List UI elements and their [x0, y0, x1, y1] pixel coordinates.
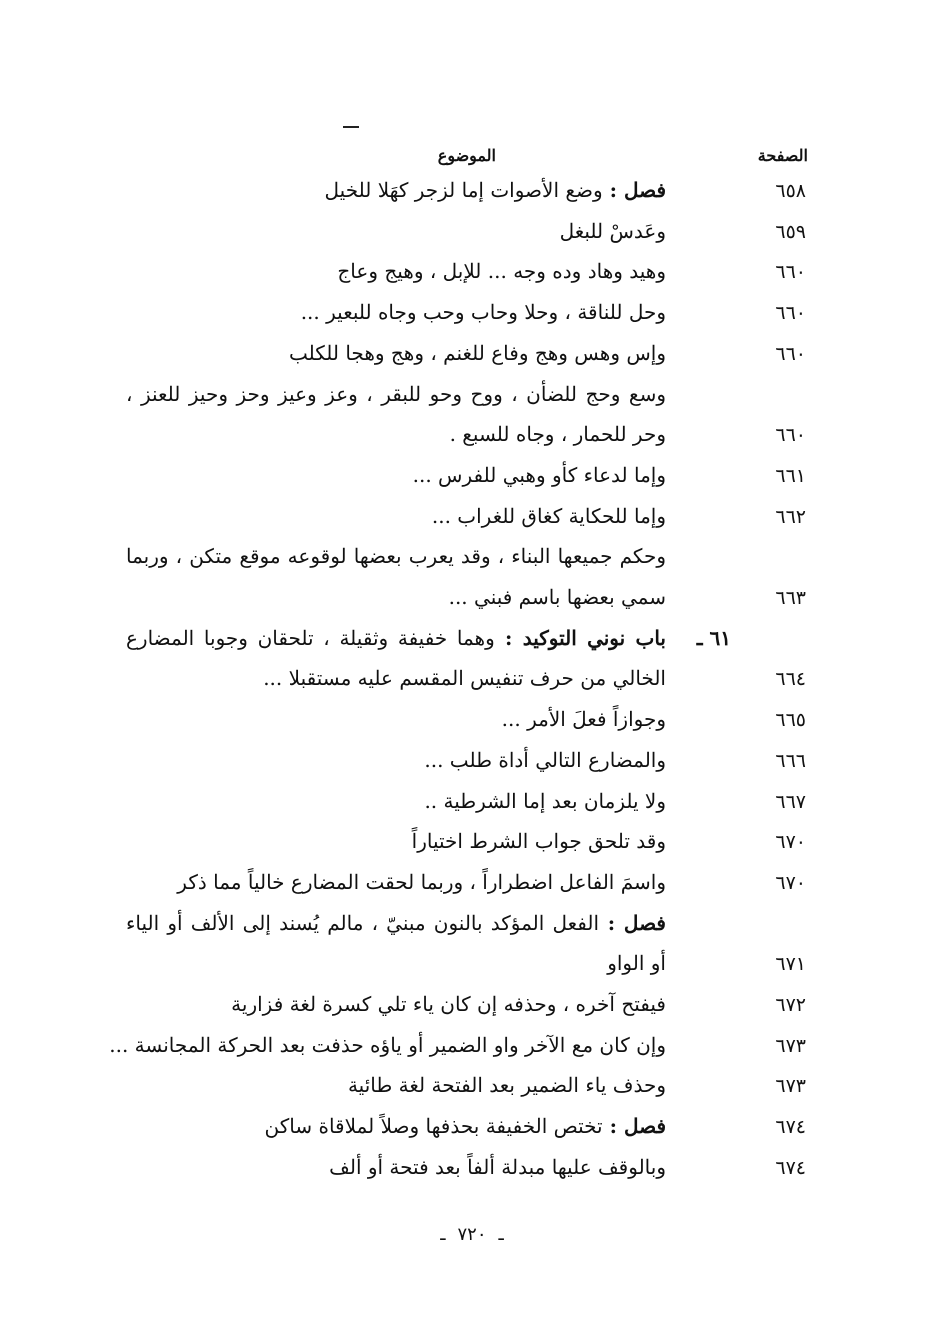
topic-text	[424, 748, 666, 772]
page-ref: ٦٧٤	[775, 1156, 806, 1179]
topic-body: وحكم جميعها البناء ، وقد يعرب بعضها لوقوعه موقع متكن ، وربما	[126, 544, 666, 569]
index-row	[0, 827, 944, 865]
page-ref: ٦٧٣	[775, 1034, 806, 1057]
page-ref: ٦٧٤	[775, 1116, 806, 1139]
topic-body: الخالي من حرف تنفيس المقسم عليه مستقبلا ...	[263, 666, 666, 691]
footer-dash-left: ـ	[498, 1224, 504, 1245]
topic-body: وقد تلحق جواب الشرط اختياراً	[411, 829, 666, 854]
topic-body: سمي بعضها باسم فبني ...	[448, 585, 666, 609]
topic-body: وإما للحكاية كغاق للغراب ...	[431, 503, 666, 528]
index-row	[0, 257, 944, 295]
page-column-header: الصفحة	[757, 146, 808, 165]
index-row	[0, 583, 944, 621]
topic-body: وسع وحج للضأن ، ووح وحو للبقر ، وعز وعيز وحز وحيز للعنز ،	[126, 381, 666, 406]
section-text: وهما خفيفة وثقيلة ، تلحقان وجوبا المضارع	[126, 625, 495, 650]
page-ref: ٦٧٣	[775, 1075, 806, 1098]
index-row	[0, 502, 944, 540]
page-ref: ٦٦٤	[775, 668, 806, 691]
topic-body: ولا يلزمان بعد إما الشرطية ..	[424, 788, 666, 813]
section-heading: باب نوني التوكيد :	[494, 625, 666, 650]
topic-text	[329, 1155, 666, 1179]
topic-text	[126, 911, 666, 935]
topic-text	[265, 1114, 666, 1138]
page-ref: ٦٦١	[775, 464, 806, 487]
index-row	[0, 298, 944, 336]
chapter-label: فصل :	[602, 178, 666, 202]
topic-text	[560, 219, 666, 243]
page-ref: ٦٦٣	[775, 587, 806, 609]
index-row	[0, 420, 944, 458]
topic-body: وعَدسْ للبغل	[559, 218, 666, 243]
topic-body: وحذف ياء الضمير بعد الفتحة لغة طائية	[347, 1073, 666, 1098]
index-row	[0, 949, 944, 987]
topic-body: والمضارع التالي أداة طلب ...	[424, 747, 666, 772]
page-ref: ٦٦٠	[775, 302, 806, 325]
page-ref: ٦٦٠	[775, 342, 806, 365]
topic-body: تختص الخفيفة بحذفها وصلاً لملاقاة ساكن	[264, 1114, 603, 1139]
page-footer	[0, 1224, 944, 1245]
topic-text	[231, 992, 666, 1016]
index-row	[0, 1071, 944, 1109]
topic-body: وجوازاً فعلَ الأمر ...	[501, 707, 666, 732]
topic-body: أو الواو	[607, 951, 666, 976]
topic-text	[289, 341, 666, 365]
chapter-label: فصل :	[602, 1114, 666, 1139]
index-row	[0, 461, 944, 499]
topic-text	[177, 870, 666, 894]
page-ref: ٦٧٢	[775, 994, 806, 1016]
index-row	[0, 909, 944, 947]
section-title	[126, 626, 666, 650]
page-ref: ٦٦٥	[775, 709, 806, 732]
page-ref: ٦٥٩	[775, 220, 806, 243]
index-row	[0, 1153, 944, 1191]
page-ref: ٦٦٧	[775, 790, 806, 813]
topic-text	[126, 382, 666, 406]
topic-text	[337, 259, 666, 283]
page-ref: ٦٧٠	[775, 871, 806, 894]
topic-body: وضع الأصوات إما لزجر كهَلا للخيل	[324, 178, 603, 202]
topic-body: واسمَ الفاعل اضطراراً ، وربما لحقت المضارع خالياً مما ذكر	[177, 869, 666, 894]
index-row	[0, 217, 944, 255]
topic-column-header: الموضوع	[437, 146, 496, 165]
topic-text	[413, 463, 666, 487]
page-ref: ٦٦٠	[775, 424, 806, 447]
section-number: ٦١ ـ	[696, 625, 731, 650]
topic-text	[109, 1033, 666, 1057]
topic-body: وإس وهس وهج وفاع للغنم ، وهج وهجا للكلب	[288, 340, 666, 365]
index-row	[0, 339, 944, 377]
topic-text	[607, 951, 666, 975]
topic-text	[301, 300, 666, 324]
footer-dash-right: ـ	[440, 1224, 446, 1245]
page-ref: ٦٦٠	[775, 261, 806, 284]
index-row	[0, 1112, 944, 1150]
topic-body: وبالوقف عليها مبدلة ألفاً بعد فتحة أو ألف	[329, 1154, 666, 1179]
topic-body: وحل للناقة ، وحلا وحاب وحب وجاه للبعير ...	[300, 300, 666, 325]
index-row	[0, 542, 944, 580]
chapter-label: فصل :	[599, 910, 666, 935]
top-dash	[343, 126, 359, 128]
section-row	[0, 624, 944, 662]
page-ref: ٦٦٢	[775, 505, 806, 528]
topic-text	[126, 544, 666, 568]
index-row	[0, 787, 944, 825]
page-ref: ٦٦٦	[775, 749, 806, 772]
topic-body: وإما لدعاء كأو وهبي للفرس ...	[412, 462, 666, 487]
topic-text	[450, 422, 666, 446]
topic-body: وإن كان مع الآخر واو الضمير أو ياؤه حذفت بعد الحركة المجانسة ...	[109, 1032, 666, 1057]
page-ref: ٦٥٨	[775, 180, 806, 202]
topic-text	[502, 707, 666, 731]
topic-text	[348, 1073, 666, 1097]
topic-text	[412, 829, 666, 853]
index-row	[0, 990, 944, 1028]
index-row	[0, 746, 944, 784]
index-row	[0, 868, 944, 906]
topic-body: الفعل المؤكد بالنون مبنيّ ، مالم يُسند إلى الألف أو الياء	[126, 910, 600, 935]
topic-text	[263, 666, 666, 690]
index-row	[0, 664, 944, 702]
index-row	[0, 380, 944, 418]
topic-body: فيفتح آخره ، وحذفه إن كان ياء تلي كسرة لغة فزارية	[231, 992, 666, 1016]
index-row	[0, 176, 944, 214]
index-row	[0, 1031, 944, 1069]
topic-body: وهيد وهاد وده وجه ... للإبل ، وهيج وعاج	[337, 259, 666, 284]
topic-body: وحر للحمار ، وجاه للسبع .	[449, 422, 666, 447]
topic-text	[449, 585, 666, 609]
topic-text	[432, 504, 666, 528]
page-ref: ٦٧١	[775, 953, 806, 976]
page-ref: ٦٧٠	[775, 831, 806, 854]
topic-text	[424, 789, 666, 813]
index-row	[0, 705, 944, 743]
page-number: ٧٢٠	[457, 1224, 487, 1245]
topic-text	[325, 178, 666, 202]
